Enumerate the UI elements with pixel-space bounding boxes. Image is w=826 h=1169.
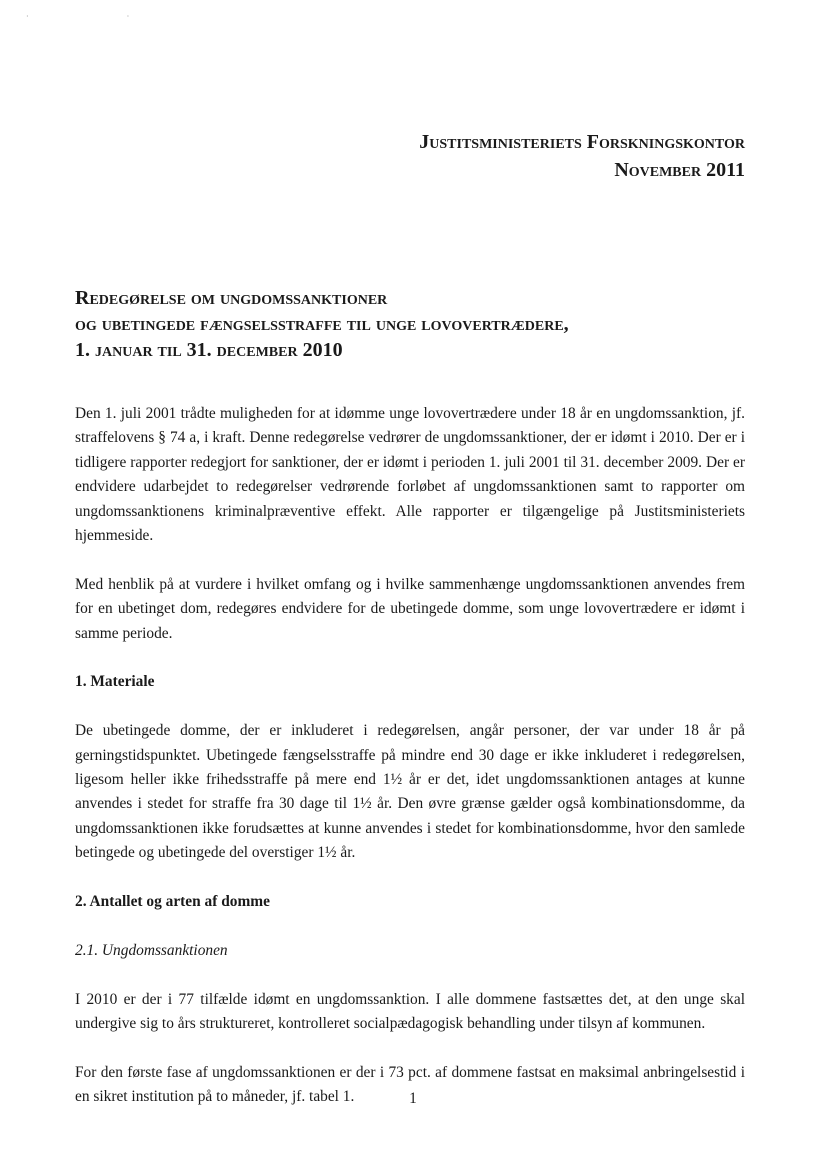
section-2-paragraph-2: For den første fase af ungdomssanktionen er der i 73 pct. af dommene fastsat en maksimal anbringelsestid i en sikret institution på to måneder, jf. tabel 1. xyxy=(75,1063,745,1106)
title-line-2: og ubetingede fængselsstraffe til unge lovovertrædere, xyxy=(75,313,569,335)
header-date: November 2011 xyxy=(614,159,745,181)
header-organization: Justitsministeriets Forskningskontor xyxy=(419,131,745,153)
intro-paragraph: Den 1. juli 2001 trådte muligheden for at idømme unge lovovertrædere under 18 år en ungdomssanktion, jf. straffelovens § 74 a, i kraft. Denne redegørelse vedrører de ungdomssanktioner, der er idømt i 2010. Der er i tidligere rapporter redegjort for sanktioner, der er idømt i perioden 1. juli 2001 til 31. december 2009. Der er endvidere udarbejdet to redegørelser vedrørende forløbet af ungdomssanktionen samt to rapporter om ungdomssanktionens kriminalpræventive effekt. Alle rapporter er tilgængelige på Justitsministeriets hjemmeside. xyxy=(75,405,745,545)
section-1-paragraph: De ubetingede domme, der er inkluderet i redegørelsen, angår personer, der var under 18 år på gerningstidspunktet. Ubetingede fængselsstraffe på mindre end 30 dage er ikke inkluderet i redegørelsen, ligesom heller ikke frihedsstraffe på mere end 1½ år er det, idet ungdomssanktionen antages at kunne anvendes i stedet for straffe fra 30 dage til 1½ år. Den øvre grænse gælder også kombinationsdomme, da ungdomssanktionen ikke forudsættes at kunne anvendes i stedet for kombinationsdomme, hvor den samlede betingede og ubetingede del overstiger 1½ år. xyxy=(75,722,745,862)
section-2-1-heading: 2.1. Ungdomssanktionen xyxy=(75,941,228,959)
section-2-heading: 2. Antallet og arten af domme xyxy=(75,893,270,911)
section-materiale xyxy=(75,670,745,865)
document-body xyxy=(75,402,745,1134)
page-number: 1 xyxy=(409,1090,417,1107)
section-2-paragraph-1: I 2010 er der i 77 tilfælde idømt en ungdomssanktion. I alle dommene fastsættes det, at den unge skal undergive sig to års struktureret, kontrolleret socialpædagogisk behandling under tilsyn af kommunen. xyxy=(75,990,745,1033)
document-header xyxy=(419,128,745,184)
section-1-heading: 1. Materiale xyxy=(75,673,155,691)
scan-artifact-marks: · · xyxy=(26,12,178,21)
title-line-1: Redegørelse om ungdomssanktioner xyxy=(75,287,388,309)
title-line-3: 1. januar til 31. december 2010 xyxy=(75,339,343,361)
section-antallet xyxy=(75,890,745,1110)
purpose-paragraph: Med henblik på at vurdere i hvilket omfang og i hvilke sammenhænge ungdomssanktionen anvendes frem for en ubetinget dom, redegøres endvidere for de ubetingede domme, som unge lovovertrædere er idømt i samme periode. xyxy=(75,575,745,642)
document-title xyxy=(75,285,755,363)
